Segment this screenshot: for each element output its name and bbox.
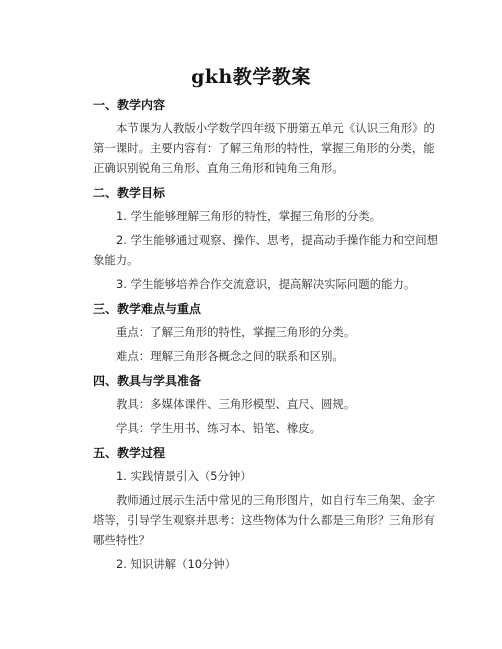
paragraph-line: 本节课为人教版小学数学四年级下册第五单元《认识三角形》的	[116, 121, 435, 135]
document-body	[93, 96, 439, 574]
difficulty-item: 难点：理解三角形各概念之间的联系和区别。	[116, 349, 344, 363]
process-step: 1. 实践情景引入（5分钟）	[116, 469, 252, 483]
paragraph-line: 第一课时。主要内容有：了解三角形的特性，掌握三角形的分类，能	[93, 141, 435, 155]
process-description: 教师通过展示生活中常见的三角形图片，如自行车三角架、金字	[116, 493, 435, 507]
student-materials: 学具：学生用书、练习本、铅笔、橡皮。	[116, 421, 322, 435]
section-heading-key-points: 三、教学难点与重点	[93, 302, 202, 316]
section-heading-content: 一、教学内容	[93, 98, 166, 112]
teacher-materials: 教具：多媒体课件、三角形模型、直尺、圆规。	[116, 397, 356, 411]
section-heading-objectives: 二、教学目标	[93, 186, 166, 200]
document-title: gkh教学教案	[191, 66, 311, 88]
key-point-item: 重点：了解三角形的特性，掌握三角形的分类。	[116, 325, 356, 339]
process-step: 2. 知识讲解（10分钟）	[116, 557, 237, 571]
objective-item: 1. 学生能够理解三角形的特性，掌握三角形的分类。	[116, 209, 382, 223]
section-heading-materials: 四、教具与学具准备	[93, 374, 202, 388]
objective-item: 3. 学生能够培养合作交流意识，提高解决实际问题的能力。	[116, 277, 416, 291]
paragraph-line: 正确识别锐角三角形、直角三角形和钝角三角形。	[93, 161, 344, 175]
objective-item: 2. 学生能够通过观察、操作、思考，提高动手操作能力和空间想	[116, 233, 439, 247]
section-heading-process: 五、教学过程	[93, 446, 166, 460]
process-description: 哪些特性？	[93, 533, 150, 547]
process-description: 塔等，引导学生观察并思考：这些物体为什么都是三角形？三角形有	[93, 513, 435, 527]
objective-item-continuation: 象能力。	[93, 253, 139, 267]
